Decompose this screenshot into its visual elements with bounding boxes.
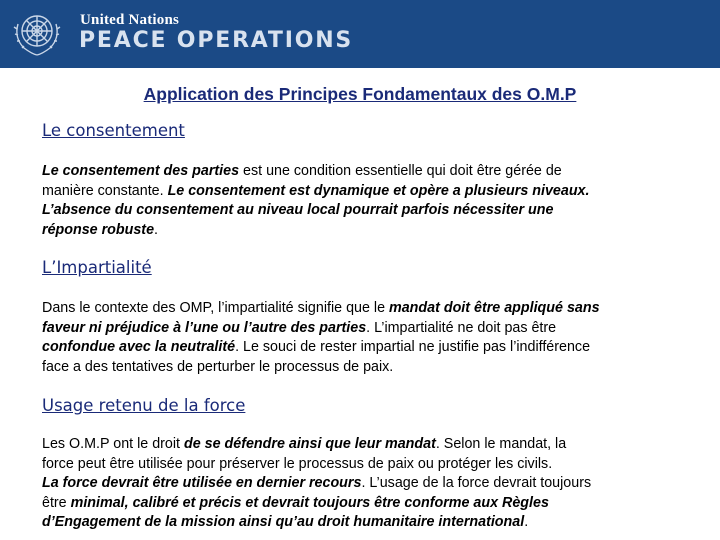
text-line [42, 338, 702, 358]
body-text: . L’impartialité ne doit pas être [366, 319, 557, 336]
body-text: . Selon le mandat, la [435, 436, 567, 452]
emphasis-text: confondue avec la neutralité [42, 339, 236, 355]
emphasis-text: faveur ni préjudice à l’une ou l’autre des parties [42, 319, 367, 336]
department-name: PEACE OPERATIONS [79, 28, 354, 53]
body-text: Les O.M.P ont le droit [42, 436, 184, 452]
slide-title: Application des Principes Fondamentaux des O.M.P [143, 84, 577, 104]
section-body-usage-force [42, 435, 702, 533]
organization-name: United Nations [80, 12, 180, 28]
emphasis-text: mandat doit être appliqué sans [389, 300, 600, 316]
text-line [42, 358, 702, 378]
text-line [42, 182, 702, 202]
text-line [42, 435, 702, 455]
emphasis-text: minimal, calibré et précis et devrait toujours être conforme aux Règles [70, 494, 549, 511]
body-text: être [42, 494, 71, 511]
body-text: . L’usage de la force devrait toujours [361, 475, 592, 491]
emphasis-text: La force devrait être utilisée en dernier recours [42, 475, 362, 491]
body-text: . [524, 514, 529, 530]
body-text: face a des tentatives de perturber le processus de paix. [42, 358, 394, 375]
text-line [42, 319, 702, 339]
text-line [42, 221, 702, 241]
emphasis-text: réponse robuste [42, 221, 155, 238]
emphasis-text: L’absence du consentement au niveau local pourrait parfois nécessiter une [42, 202, 554, 218]
text-line [42, 494, 702, 514]
section-heading-impartialite: L’Impartialité [42, 258, 152, 277]
emphasis-text: d’Engagement de la mission ainsi qu’au droit humanitaire international [42, 514, 525, 530]
body-text: force peut être utilisée pour préserver le processus de paix ou protéger les civils. [42, 455, 553, 472]
header-banner [0, 0, 720, 68]
section-body-consentement [42, 162, 702, 240]
section-heading-consentement: Le consentement [42, 121, 185, 140]
text-line [42, 299, 702, 319]
emphasis-text: de se défendre ainsi que leur mandat [183, 436, 436, 452]
body-text: . [154, 221, 158, 238]
text-line [42, 162, 702, 182]
body-text: manière constante. [42, 182, 168, 199]
body-text: . Le souci de rester impartial ne justifie pas l’indifférence [235, 339, 591, 355]
un-emblem-icon [8, 4, 66, 62]
emphasis-text: Le consentement est dynamique et opère a plusieurs niveaux. [167, 182, 590, 199]
text-line [42, 513, 702, 533]
body-text: Dans le contexte des OMP, l’impartialité signifie que le [42, 300, 390, 316]
text-line [42, 201, 702, 221]
body-text: est une condition essentielle qui doit être gérée de [239, 163, 562, 179]
text-line [42, 474, 702, 494]
emphasis-text: Le consentement des parties [42, 163, 240, 179]
section-body-impartialite [42, 299, 702, 377]
text-line [42, 455, 702, 475]
section-heading-usage-force: Usage retenu de la force [42, 396, 246, 415]
